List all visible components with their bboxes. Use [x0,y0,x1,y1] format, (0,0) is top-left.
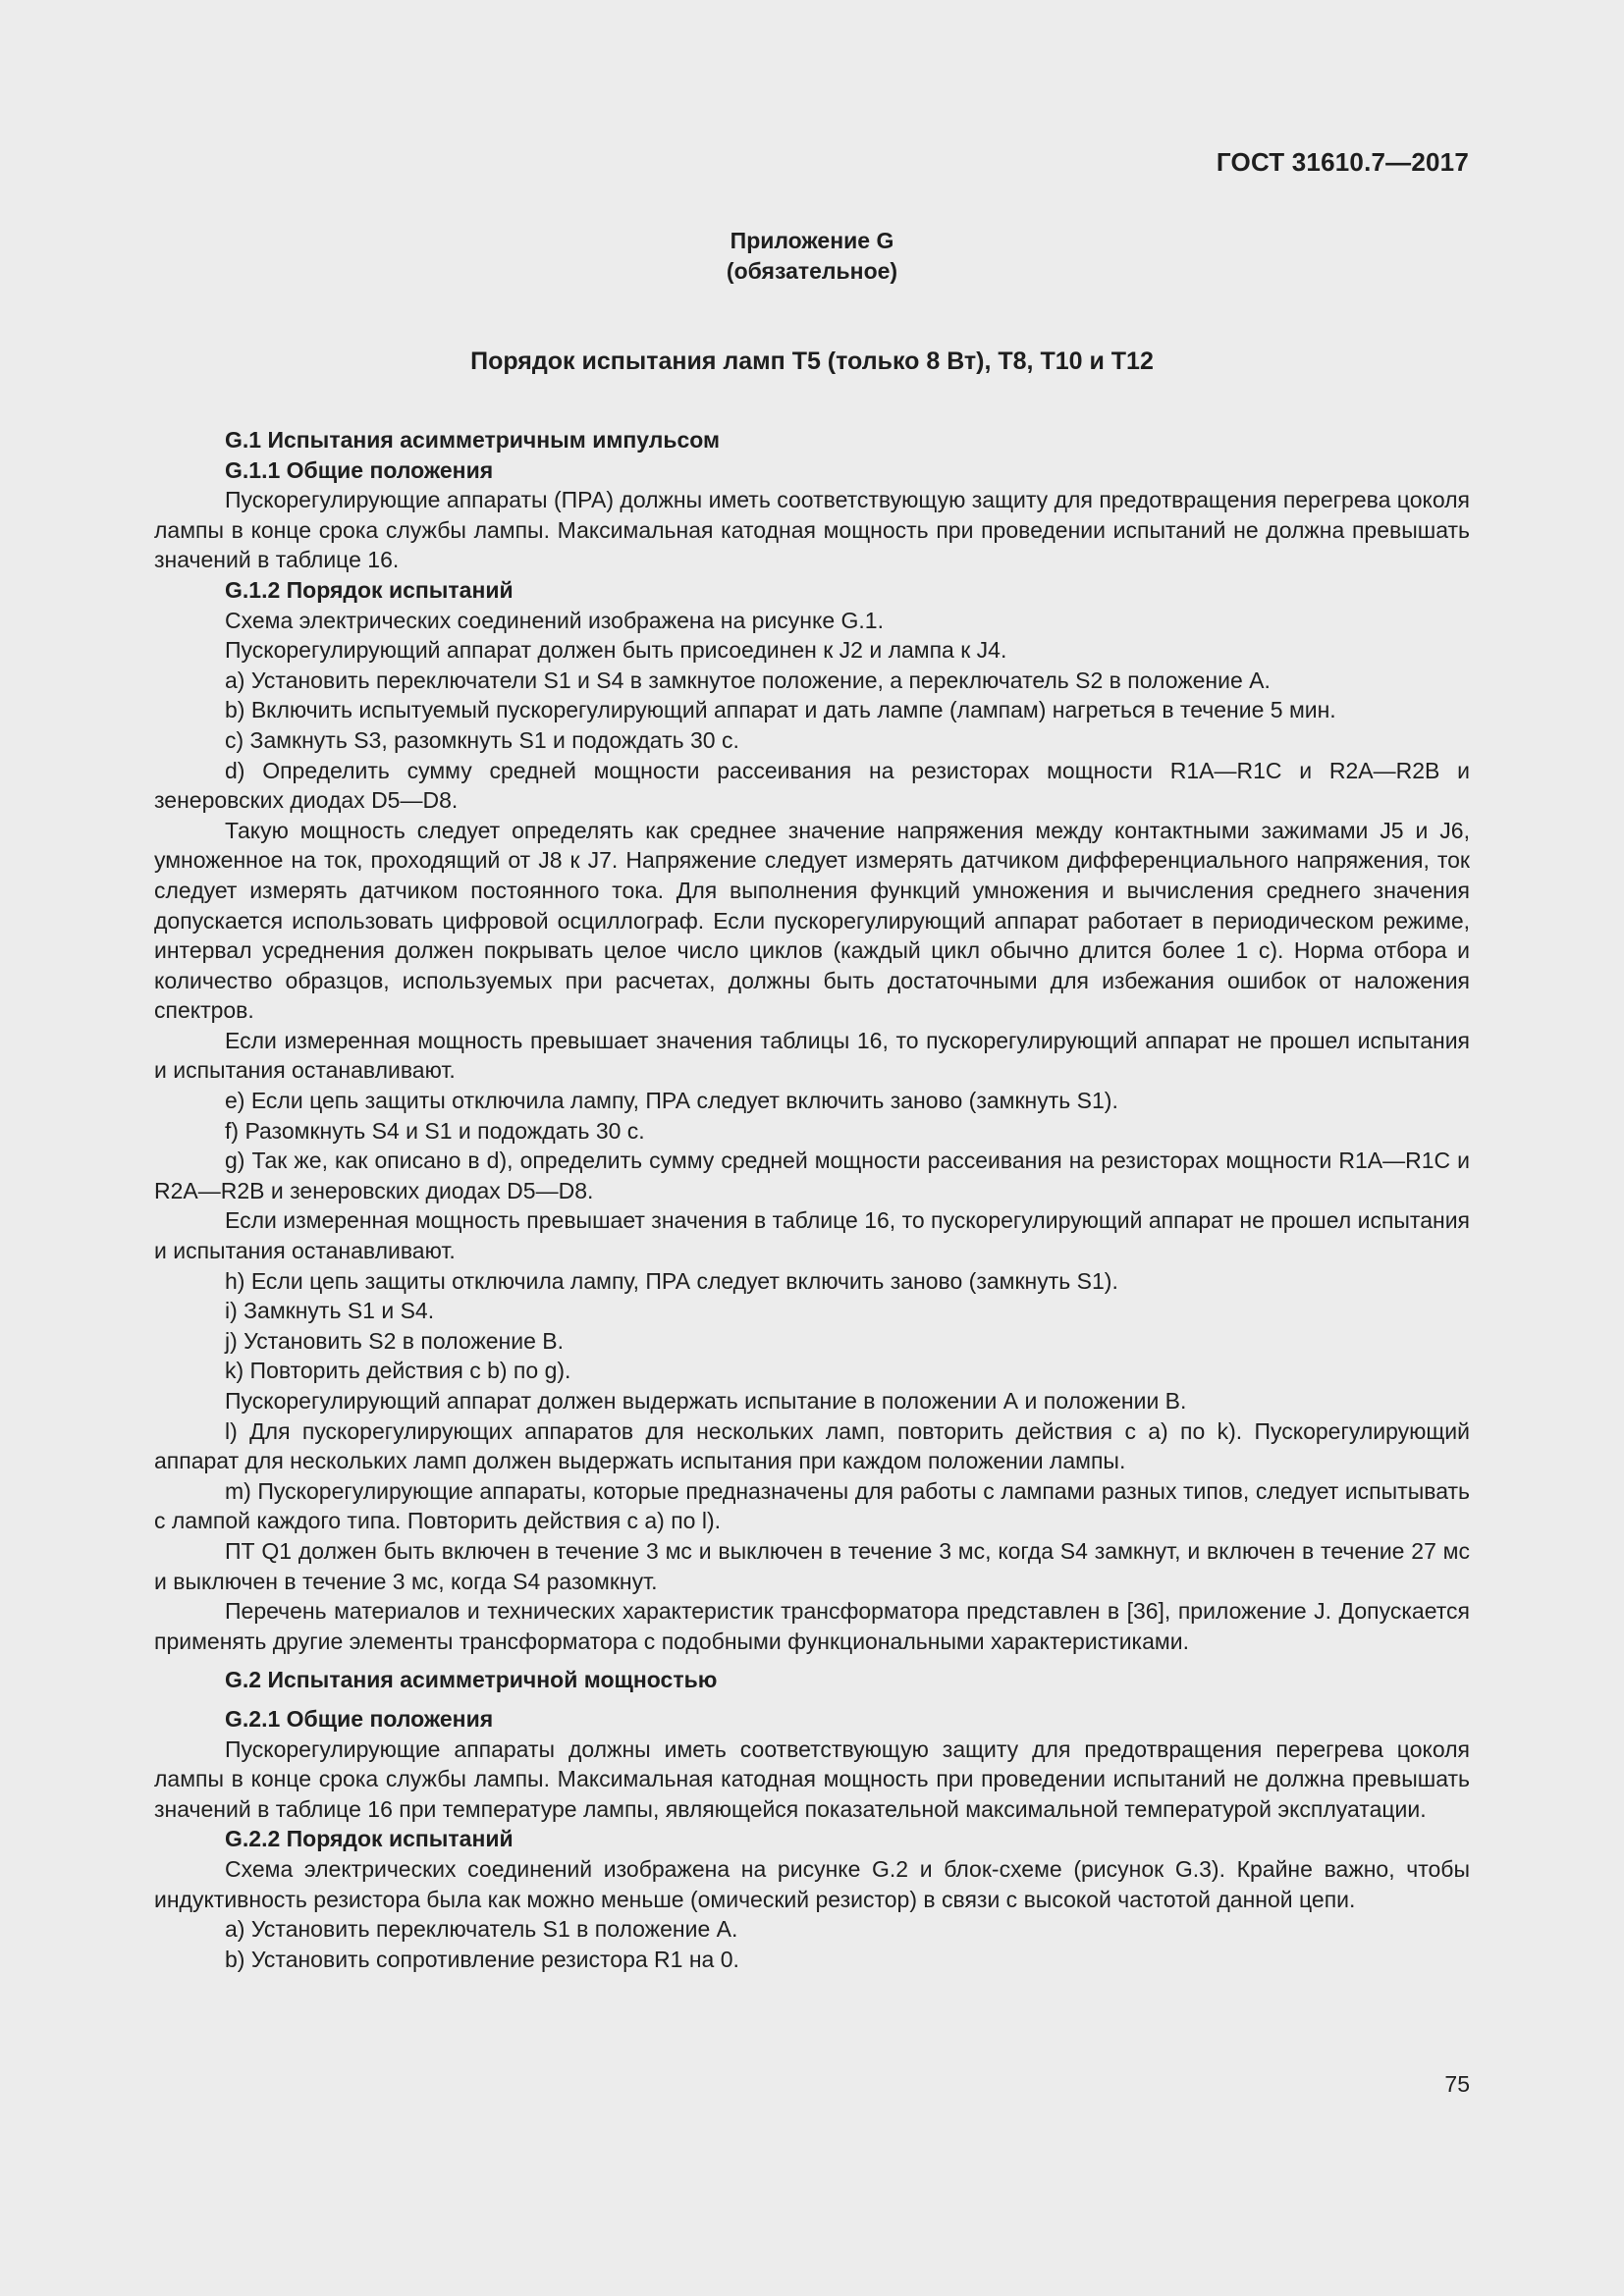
section-heading: G.2.2 Порядок испытаний [225,1826,514,1852]
body-paragraph: c) Замкнуть S3, разомкнуть S1 и подождать 30 с. [225,726,739,753]
body-paragraph: h) Если цепь защиты отключила лампу, ПРА следует включить заново (замкнуть S1). [225,1267,1118,1294]
body-paragraph: Такую мощность следует определять как среднее значение напряжения между контактными зажимами J5 и J6, умноженное на ток, проходящий от J8 к J7. Напряжение следует измерять датчиком дифференциального напряжения, ток следует измерять датчиком постоянного тока. Для выполнения функций умножения и вычисления среднего значения допускается использовать цифровой осциллограф. Если пускорегулирующий аппарат работает в периодическом режиме, интервал усреднения должен покрывать целое число циклов (каждый цикл обычно длится более 1 с). Норма отбора и количество образцов, используемых при расчетах, должны быть достаточными для избежания ошибок от наложения спектров. [154,817,1470,1024]
body-paragraph: Если измеренная мощность превышает значения в таблице 16, то пускорегулирующий аппарат не прошел испытания и испытания останавливают. [154,1207,1470,1264]
document-body [154,425,1470,1974]
body-paragraph: Перечень материалов и технических характеристик трансформатора представлен в [36], приложение J. Допускается применять другие элементы трансформатора с подобными функциональными характеристиками. [154,1598,1470,1654]
body-paragraph: a) Установить переключатели S1 и S4 в замкнутое положение, а переключатель S2 в положение А. [225,667,1271,693]
section-heading: G.1.2 Порядок испытаний [225,576,514,603]
section-heading: G.2 Испытания асимметричной мощностью [225,1667,718,1693]
body-paragraph: i) Замкнуть S1 и S4. [225,1298,435,1324]
body-paragraph: Если измеренная мощность превышает значения таблицы 16, то пускорегулирующий аппарат не прошел испытания и испытания останавливают. [154,1027,1470,1084]
section-heading: G.1 Испытания асимметричным импульсом [225,427,721,453]
body-paragraph: Схема электрических соединений изображена на рисунке G.2 и блок-схеме (рисунок G.3). Крайне важно, чтобы индуктивность резистора была как можно меньше (омический резистор) в связи с высокой частотой данной цепи. [154,1855,1470,1912]
body-paragraph: e) Если цепь защиты отключила лампу, ПРА следует включить заново (замкнуть S1). [225,1088,1118,1114]
body-paragraph: l) Для пускорегулирующих аппаратов для нескольких ламп, повторить действия с а) по k). Пускорегулирующий аппарат для нескольких ламп должен выдержать испытания при каждом положении лампы. [154,1417,1470,1474]
body-paragraph: Схема электрических соединений изображена на рисунке G.1. [225,607,884,633]
annex-status: (обязательное) [726,258,898,284]
standard-id: ГОСТ 31610.7—2017 [1216,147,1469,177]
page-number: 75 [1444,2071,1470,2097]
body-paragraph: Пускорегулирующие аппараты должны иметь соответствующую защиту для предотвращения перегрева цоколя лампы в конце срока службы лампы. Максимальная катодная мощность при проведении испытаний не должна превышать значений в таблице 16 при температуре лампы, являющейся показательной максимальной температурой эксплуатации. [154,1735,1470,1822]
annex-name: Приложение G [730,228,894,253]
body-paragraph: j) Установить S2 в положение В. [225,1327,564,1354]
body-paragraph: d) Определить сумму средней мощности рассеивания на резисторах мощности R1A—R1C и R2A—R2B и зенеровских диодах D5—D8. [154,757,1470,814]
body-paragraph: b) Установить сопротивление резистора R1 на 0. [225,1946,739,1972]
body-paragraph: b) Включить испытуемый пускорегулирующий аппарат и дать лампе (лампам) нагреться в течение 5 мин. [225,697,1336,723]
section-heading: G.1.1 Общие положения [225,456,494,483]
annex-title: Порядок испытания ламп T5 (только 8 Вт), T8, T10 и T12 [470,347,1154,375]
body-paragraph: ПТ Q1 должен быть включен в течение 3 мс и выключен в течение 3 мс, когда S4 замкнут, и включен в течение 27 мс и выключен в течение 3 мс, когда S4 разомкнут. [154,1537,1470,1594]
body-paragraph: g) Так же, как описано в d), определить сумму средней мощности рассеивания на резисторах мощности R1A—R1C и R2A—R2B и зенеровских диодах D5—D8. [154,1148,1470,1203]
annex-heading [0,226,1624,287]
body-paragraph: a) Установить переключатель S1 в положение А. [225,1916,738,1943]
body-paragraph: f) Разомкнуть S4 и S1 и подождать 30 с. [225,1117,645,1144]
section-heading: G.2.1 Общие положения [225,1705,494,1732]
body-paragraph: Пускорегулирующие аппараты (ПРА) должны иметь соответствующую защиту для предотвращения перегрева цоколя лампы в конце срока службы лампы. Максимальная катодная мощность при проведении испытаний не должна превышать значений в таблице 16. [154,487,1470,573]
body-paragraph: m) Пускорегулирующие аппараты, которые предназначены для работы с лампами разных типов, следует испытывать с лампой каждого типа. Повторить действия с а) по l). [154,1477,1470,1534]
body-paragraph: k) Повторить действия с b) по g). [225,1358,571,1384]
body-paragraph: Пускорегулирующий аппарат должен выдержать испытание в положении А и положении В. [225,1388,1187,1414]
body-paragraph: Пускорегулирующий аппарат должен быть присоединен к J2 и лампа к J4. [225,637,1007,664]
